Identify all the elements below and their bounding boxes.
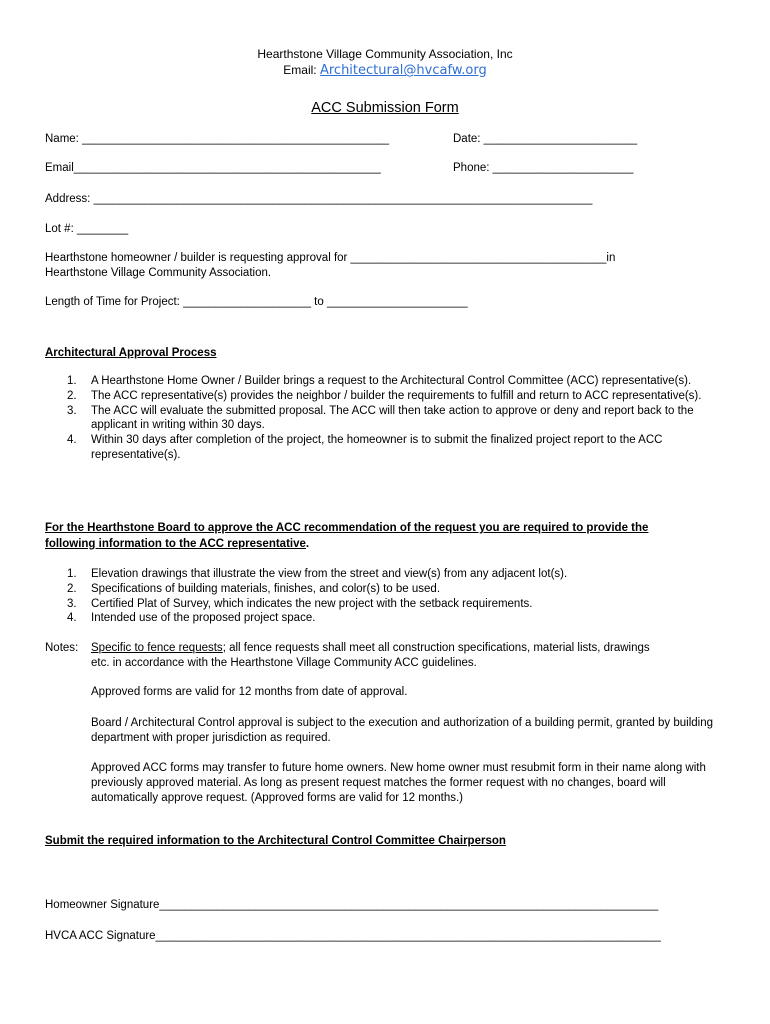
name-field[interactable]: Name: ________________________________________________ (45, 133, 390, 145)
date-field[interactable]: Date: ________________________ (453, 133, 638, 145)
board-heading-line-1: For the Hearthstone Board to approve the ACC recommendation of the request you are required to provide the (45, 522, 649, 534)
process-list (45, 374, 725, 463)
item-text: Specifications of building materials, finishes, and color(s) to be used. (91, 582, 441, 595)
item-number: 3. (67, 404, 77, 417)
item-text: Intended use of the proposed project space. (91, 612, 316, 625)
email-line (0, 63, 770, 78)
item-number: 2. (67, 582, 77, 595)
submit-heading: Submit the required information to the Architectural Control Committee Chairperson (45, 835, 506, 847)
email-field[interactable]: Email________________________________________________ (45, 162, 381, 174)
item-text: Within 30 days after completion of the project, the homeowner is to submit the finalized project report to the ACC representative(s). (91, 434, 663, 461)
notes-transfer: Approved ACC forms may transfer to future home owners. New home owner must resubmit form in their name along with previously approved material. As long as present request matches the former request with no changes, board will automatically approve request. (Approved forms are valid for 12 months.) (91, 762, 706, 804)
board-heading-line-2 (45, 538, 309, 550)
item-text: The ACC will evaluate the submitted proposal. The ACC will then take action to approve or deny and report back to the applicant in writing within 30 days. (91, 404, 694, 432)
item-number: 1. (67, 375, 77, 387)
notes-label: Notes: (45, 642, 79, 654)
list-item (45, 433, 725, 463)
request-line-1[interactable]: Hearthstone homeowner / builder is requesting approval for ________________________________________in (45, 252, 616, 264)
list-item (45, 567, 725, 582)
email-label: Email: (283, 63, 320, 77)
item-text: Certified Plat of Survey, which indicates the new project with the setback requirements. (91, 597, 533, 610)
item-number: 1. (67, 568, 77, 580)
item-number: 3. (67, 597, 77, 610)
item-number: 4. (67, 612, 77, 625)
hvca-signature-field[interactable]: HVCA ACC Signature_______________________________________________________________________________ (45, 930, 661, 942)
list-item (45, 374, 725, 389)
organization-name: Hearthstone Village Community Association, Inc (257, 47, 513, 61)
item-text: The ACC representative(s) provides the neighbor / builder the requirements to fulfill and return to ACC representative(s). (91, 389, 702, 402)
process-heading: Architectural Approval Process (45, 347, 217, 359)
item-number: 2. (67, 389, 77, 402)
form-title: ACC Submission Form (311, 100, 459, 116)
board-heading-period: . (305, 538, 310, 550)
item-text: A Hearthstone Home Owner / Builder brings a request to the Architectural Control Committee (ACC) representative(s). (91, 375, 692, 387)
board-heading-text: following information to the ACC representative (45, 538, 306, 550)
item-text: Elevation drawings that illustrate the view from the street and view(s) from any adjacent lot(s). (91, 568, 568, 580)
notes-fence-line-2: etc. in accordance with the Hearthstone Village Community ACC guidelines. (91, 657, 477, 669)
list-item (45, 597, 725, 612)
request-line-2: Hearthstone Village Community Association. (45, 267, 272, 279)
homeowner-signature-field[interactable]: Homeowner Signature______________________________________________________________________________ (45, 899, 659, 911)
board-list (45, 567, 725, 626)
phone-field[interactable]: Phone: ______________________ (453, 162, 634, 174)
notes-fence-line-1 (91, 642, 650, 654)
fence-text: ; all fence requests shall meet all construction specifications, material lists, drawings (222, 642, 650, 654)
length-of-time-field[interactable]: Length of Time for Project: ____________________ to ______________________ (45, 296, 468, 308)
list-item (45, 611, 725, 626)
list-item (45, 389, 725, 404)
list-item (45, 404, 725, 434)
lot-field[interactable]: Lot #: ________ (45, 223, 129, 235)
email-link[interactable]: Architectural@hvcafw.org (319, 63, 487, 78)
notes-permit: Board / Architectural Control approval is subject to the execution and authorization of a building permit, granted by building department with proper jurisdiction as required. (91, 717, 714, 744)
fence-requests-link: Specific to fence requests (91, 642, 223, 654)
item-number: 4. (67, 434, 77, 447)
address-field[interactable]: Address: ______________________________________________________________________________ (45, 193, 593, 205)
notes-valid: Approved forms are valid for 12 months from date of approval. (91, 686, 408, 698)
list-item (45, 582, 725, 597)
